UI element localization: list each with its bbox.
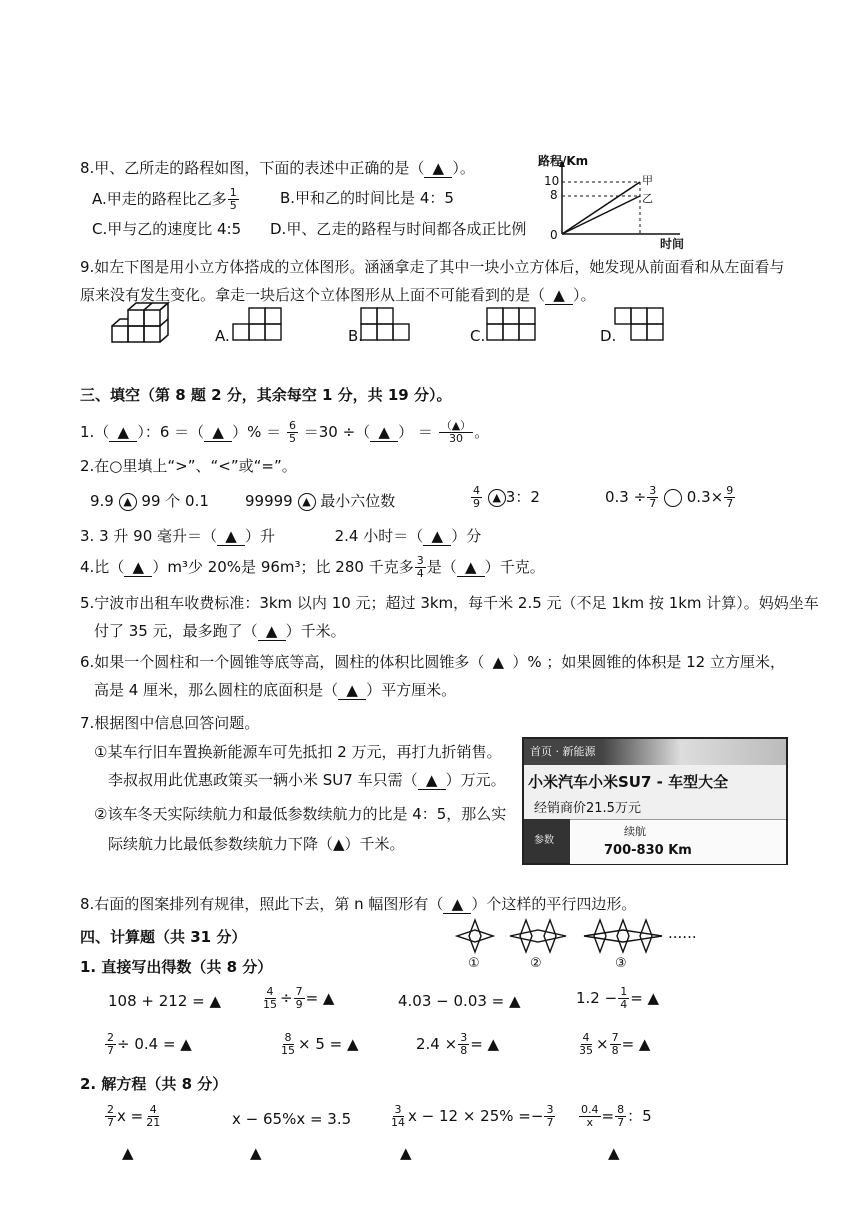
section-3-title: 三、填空（第 8 题 2 分，其余每空 1 分，共 19 分）。 [80,386,452,404]
s3-q3: 3. 3 升 90 毫升＝（ ▲ ）升 2.4 小时＝（ ▲ ）分 [80,527,482,545]
q9-option-d-view [614,306,664,342]
q8-stem: 8.甲、乙所走的路程如图，下面的表述中正确的是（ ▲ ）。 [80,159,475,177]
s4-part2-title: 2. 解方程（共 8 分） [80,1075,228,1093]
q8-option-c: C.甲与乙的速度比 4:5 [92,220,242,238]
calc-r1-c2: $\frac{4}{15}$ ÷ $\frac{7}{9}$ = ▲ [263,985,335,1011]
q9-option-a-view [232,306,282,342]
calc-r2-c2: $\frac{8}{15}$ × 5 = ▲ [281,1031,359,1057]
eq-3: $\frac{3}{14}$ x − 12 × 25% =− $\frac{3}{7}$ [391,1103,554,1129]
ad-range-label: 续航 [624,825,646,838]
section-4-title: 四、计算题（共 31 分） [80,928,247,946]
ad-title: 小米汽车小米SU7 - 车型大全 [528,773,729,791]
graph-xlabel: 时间 [660,237,685,251]
q9-option-b-label: B. [348,327,364,345]
calc-r2-c3: 2.4 × $\frac{3}{8}$ = ▲ [416,1031,500,1057]
s3-q1: 1.（ ▲ ）：6 ＝（ ▲ ）% ＝ $\frac{6}{5}$ ＝30 ÷（ ▲ ） ＝ $\frac{(▲)}{30}$ 。 [80,419,490,445]
pattern-label-3: ③ [615,956,627,971]
s3-q2-item2: 99999 ▲ 最小六位数 [245,492,396,510]
s3-q5-line2: 付了 35 元，最多跑了（ ▲ ）千米。 [94,622,346,640]
calc-r2-c1: $\frac{2}{7}$ ÷ 0.4 = ▲ [107,1031,192,1057]
ad-range-value: 700-830 Km [604,843,692,858]
graph-tick-8: 8 [550,188,558,202]
s3-q7-sub1-b: 李叔叔用此优惠政策买一辆小米 SU7 车只需（ ▲ ）万元。 [108,771,506,789]
eq-3-answer: ▲ [400,1144,412,1162]
s3-q2-item3: $\frac{4}{9}$ ▲ 3：2 [473,484,540,510]
q9-option-b-view [360,306,410,342]
graph-tick-10: 10 [544,174,560,188]
q9-option-d-label: D. [600,327,617,345]
s3-q6-line1: 6.如果一个圆柱和一个圆锥等底等高，圆柱的体积比圆锥多（ ▲ ）% ；如果圆锥的体积是 12 立方厘米， [80,653,785,671]
s3-q7-sub2-b: 际续航力比最低参数续航力下降（▲）千米。 [108,835,405,853]
cube-figure [108,300,170,352]
eq-1: $\frac{2}{7}$ x = $\frac{4}{21}$ [107,1103,161,1129]
graph-series-jia: 甲 [642,174,653,187]
calc-r1-c4: 1.2 − $\frac{1}{4}$ = ▲ [576,985,660,1011]
q8-option-b: B.甲和乙的时间比是 4：5 [280,189,454,207]
eq-4: $\frac{0.4}{x}$ = $\frac{8}{7}$ ：5 [581,1103,652,1129]
q8-option-a: A.甲走的路程比乙多 $\frac{1}{5}$ [92,186,237,212]
pattern-label-1: ① [468,956,480,971]
eq-2: x − 65%x = 3.5 [232,1110,352,1128]
s3-q4: 4.比（ ▲ ）m³少 20%是 96m³；比 280 千克多 $\frac{3}{4}$ 是（ ▲ ）千克。 [80,554,545,580]
graph-ylabel: 路程/Km [538,154,589,168]
s3-q7-sub1-a: ①某车行旧车置换新能源车可先抵扣 2 万元，再打九折销售。 [94,743,502,761]
ad-side-label: 参数 [534,835,554,846]
graph-origin: 0 [550,228,558,242]
eq-1-answer: ▲ [122,1144,134,1162]
calc-r2-c4: $\frac{4}{35}$ × $\frac{7}{8}$ = ▲ [579,1031,651,1057]
q9-option-c-view [486,306,536,342]
pattern-ellipsis: ...... [668,924,697,942]
pattern-figure-3 [582,918,664,958]
calc-r1-c3: 4.03 − 0.03 = ▲ [398,992,521,1010]
q8-option-d: D.甲、乙走的路程与时间都各成正比例 [270,220,527,238]
s3-q5-line1: 5.宁波市出租车收费标准：3km 以内 10 元；超过 3km，每千米 2.5 元（不足 1km 按 1km 计算）。妈妈坐车 [80,594,819,612]
s3-q6-line2: 高是 4 厘米，那么圆柱的底面积是（ ▲ ）平方厘米。 [94,681,457,699]
q9-option-a-label: A. [215,327,230,345]
q9-line2: 原来没有发生变化。拿走一块后这个立体图形从上面不可能看到的是（ ▲ ）。 [80,286,596,304]
s3-q7-sub2-a: ②该车冬天实际续航力和最低参数续航力的比是 4：5，那么实 [94,805,507,823]
eq-2-answer: ▲ [250,1144,262,1162]
pattern-figure-1 [455,918,495,958]
graph-series-yi: 乙 [642,192,653,205]
q9-option-c-label: C. [470,327,486,345]
pattern-figure-2 [508,918,568,958]
s3-q2-item4: 0.3 ÷ $\frac{3}{7}$ 0.3× $\frac{9}{7}$ [605,484,734,510]
s3-q2-title: 2.在○里填上“>”、“<”或“=”。 [80,457,297,475]
car-ad-image [522,737,788,865]
s3-q2-item1: 9.9 ▲ 99 个 0.1 [90,492,209,510]
ad-price: 经销商价21.5万元 [534,801,641,816]
s4-part1-title: 1. 直接写出得数（共 8 分） [80,958,273,976]
eq-4-answer: ▲ [608,1144,620,1162]
pattern-label-2: ② [530,956,542,971]
calc-r1-c1: 108 + 212 = ▲ [108,992,222,1010]
ad-tag: 首页 · 新能源 [530,745,596,758]
q9-line1: 9.如左下图是用小立方体搭成的立体图形。涵涵拿走了其中一块小立方体后，她发现从前面看和从左面看与 [80,258,785,276]
s3-q8: 8.右面的图案排列有规律，照此下去，第 n 幅图形有（ ▲ ）个这样的平行四边形。 [80,895,637,913]
distance-time-graph [530,152,700,251]
s3-q7-title: 7.根据图中信息回答问题。 [80,714,260,732]
